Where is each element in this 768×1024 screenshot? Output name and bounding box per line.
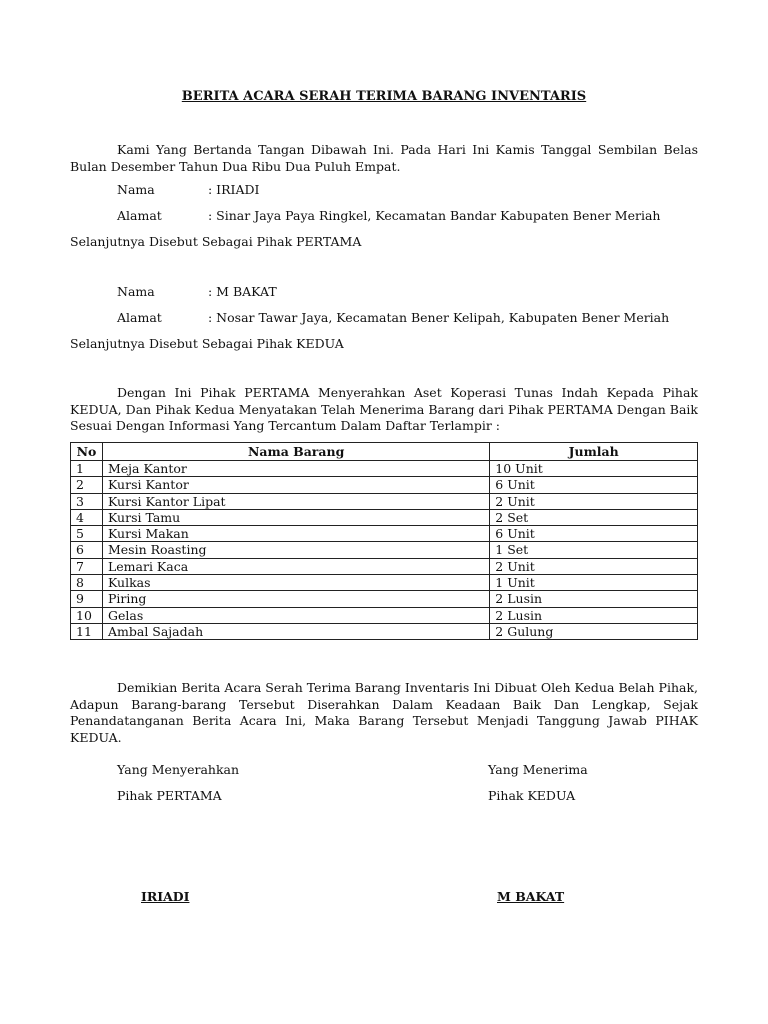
row-no: 2 — [71, 477, 103, 493]
row-quantity: 1 Unit — [490, 575, 698, 591]
giver-signature-name: IRIADI — [141, 889, 190, 904]
receiver-role: Yang Menerima — [488, 762, 588, 777]
party2-name-label: Nama — [117, 284, 155, 299]
row-no: 6 — [71, 542, 103, 558]
document-title: BERITA ACARA SERAH TERIMA BARANG INVENTARIS — [181, 89, 587, 104]
intro-paragraph: Kami Yang Bertanda Tangan Dibawah Ini. Pada Hari Ini Kamis Tanggal Sembilan Belas Bulan Desember Tahun Dua Ribu Dua Puluh Empat. — [70, 142, 698, 174]
row-item-name: Kursi Kantor — [102, 477, 489, 493]
table-row — [71, 477, 698, 493]
receiver-signature-name: M BAKAT — [497, 889, 565, 904]
party2-name-value: : M BAKAT — [208, 284, 277, 299]
row-no: 1 — [71, 461, 103, 477]
giver-party: Pihak PERTAMA — [117, 788, 222, 803]
row-quantity: 2 Gulung — [490, 623, 698, 639]
row-quantity: 2 Unit — [490, 558, 698, 574]
row-item-name: Ambal Sajadah — [102, 623, 489, 639]
row-quantity: 1 Set — [490, 542, 698, 558]
row-quantity: 6 Unit — [490, 477, 698, 493]
table-row — [71, 575, 698, 591]
party2-address-value: : Nosar Tawar Jaya, Kecamatan Bener Kelipah, Kabupaten Bener Meriah — [208, 310, 670, 325]
table-row — [71, 558, 698, 574]
row-no: 10 — [71, 607, 103, 623]
row-no: 4 — [71, 509, 103, 525]
table-row — [71, 526, 698, 542]
table-row — [71, 591, 698, 607]
row-quantity: 2 Lusin — [490, 591, 698, 607]
row-item-name: Kursi Kantor Lipat — [102, 493, 489, 509]
header-no: No — [71, 443, 103, 461]
row-no: 3 — [71, 493, 103, 509]
header-quantity: Jumlah — [490, 443, 698, 461]
row-no: 7 — [71, 558, 103, 574]
row-item-name: Mesin Roasting — [102, 542, 489, 558]
table-row — [71, 509, 698, 525]
inventory-table — [70, 442, 698, 640]
row-item-name: Kulkas — [102, 575, 489, 591]
row-item-name: Lemari Kaca — [102, 558, 489, 574]
row-no: 11 — [71, 623, 103, 639]
row-quantity: 2 Set — [490, 509, 698, 525]
row-item-name: Gelas — [102, 607, 489, 623]
row-item-name: Kursi Makan — [102, 526, 489, 542]
row-quantity: 2 Lusin — [490, 607, 698, 623]
table-row — [71, 542, 698, 558]
closing-paragraph: Demikian Berita Acara Serah Terima Barang Inventaris Ini Dibuat Oleh Kedua Belah Pihak, Adapun Barang-barang Tersebut Diserahkan Dalam Keadaan Baik Dan Lengkap, Sejak Penandatanganan Berita Acara Ini, Maka Barang Tersebut Menjadi Tanggung Jawab PIHAK KEDUA. — [70, 680, 698, 745]
row-quantity: 2 Unit — [490, 493, 698, 509]
table-row — [71, 623, 698, 639]
table-row — [71, 461, 698, 477]
giver-role: Yang Menyerahkan — [117, 762, 240, 777]
header-item-name: Nama Barang — [102, 443, 489, 461]
row-no: 5 — [71, 526, 103, 542]
row-item-name: Piring — [102, 591, 489, 607]
row-item-name: Kursi Tamu — [102, 509, 489, 525]
row-no: 9 — [71, 591, 103, 607]
row-quantity: 6 Unit — [490, 526, 698, 542]
party1-address-value: : Sinar Jaya Paya Ringkel, Kecamatan Bandar Kabupaten Bener Meriah — [208, 208, 661, 223]
table-row — [71, 493, 698, 509]
party2-designation: Selanjutnya Disebut Sebagai Pihak KEDUA — [70, 336, 344, 351]
table-header-row — [71, 443, 698, 461]
row-quantity: 10 Unit — [490, 461, 698, 477]
party2-address-label: Alamat — [117, 310, 162, 325]
party1-name-label: Nama — [117, 182, 155, 197]
party1-name-value: : IRIADI — [208, 182, 260, 197]
handover-paragraph: Dengan Ini Pihak PERTAMA Menyerahkan Aset Koperasi Tunas Indah Kepada Pihak KEDUA, Dan Pihak Kedua Menyatakan Telah Menerima Barang dari Pihak PERTAMA Dengan Baik Sesuai Dengan Informasi Yang Tercantum Dalam Daftar Terlampir : — [70, 385, 698, 433]
row-no: 8 — [71, 575, 103, 591]
row-item-name: Meja Kantor — [102, 461, 489, 477]
receiver-party: Pihak KEDUA — [488, 788, 576, 803]
party1-address-label: Alamat — [117, 208, 162, 223]
table-row — [71, 607, 698, 623]
party1-designation: Selanjutnya Disebut Sebagai Pihak PERTAMA — [70, 234, 362, 249]
